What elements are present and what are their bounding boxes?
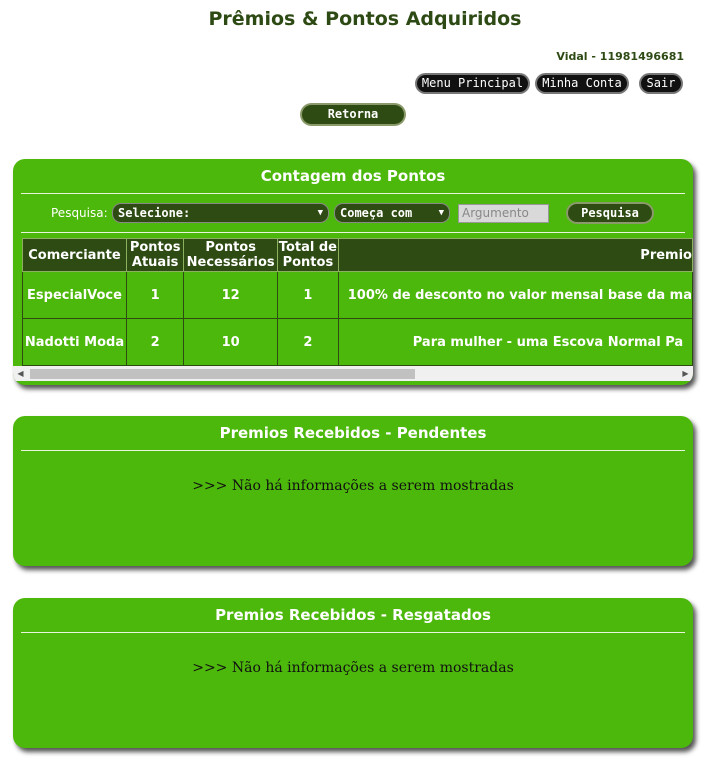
cell-comerciante: EspecialVoce [23, 272, 127, 319]
contagem-title: Contagem dos Pontos [260, 167, 446, 185]
sair-button[interactable]: Sair [641, 75, 681, 92]
cell-premio: Para mulher - uma Escova Normal Pa [338, 319, 692, 366]
chevron-down-icon: ▼ [317, 208, 323, 218]
pendentes-title: Premios Recebidos - Pendentes [219, 424, 487, 442]
resgatados-panel [13, 598, 693, 748]
argument-input[interactable]: Argumento [458, 204, 549, 223]
resgatados-empty-message: >>> Não há informações a serem mostradas [192, 660, 514, 676]
match-select[interactable] [335, 204, 449, 222]
divider [21, 193, 685, 194]
scroll-left-icon[interactable]: ◀ [17, 369, 24, 378]
cell-necessarios: 10 [184, 319, 278, 366]
table-row[interactable] [23, 272, 693, 319]
cell-total: 2 [278, 319, 339, 366]
col-pontos-atuais: Pontos Atuais [126, 239, 183, 272]
cell-comerciante: Nadotti Moda [23, 319, 127, 366]
cell-premio: 100% de desconto no valor mensal base da ma [338, 272, 692, 319]
table-header [23, 239, 693, 272]
cell-necessarios: 12 [184, 272, 278, 319]
scroll-thumb[interactable] [30, 369, 415, 379]
scroll-right-icon[interactable]: ▶ [682, 369, 689, 378]
table-row[interactable] [23, 319, 693, 366]
search-label: Pesquisa: [51, 206, 108, 220]
page-title: Prêmios & Pontos Adquiridos [208, 8, 522, 30]
field-select[interactable] [113, 204, 328, 222]
divider [21, 232, 685, 233]
resgatados-title: Premios Recebidos - Resgatados [215, 606, 491, 624]
cell-atuais: 2 [126, 319, 183, 366]
chevron-down-icon: ▼ [438, 208, 444, 218]
divider [21, 632, 685, 633]
horizontal-scrollbar[interactable] [13, 366, 693, 381]
col-total-pontos: Total de Pontos [278, 240, 337, 270]
cell-atuais: 1 [126, 272, 183, 319]
retorna-button[interactable]: Retorna [302, 105, 404, 124]
match-select-value: Começa com [340, 206, 413, 220]
pendentes-panel [13, 416, 693, 566]
col-premio: Premio [338, 239, 692, 272]
col-pontos-necessarios: Pontos Necessários [184, 239, 278, 272]
cell-total: 1 [278, 272, 339, 319]
contagem-panel [13, 159, 693, 385]
field-select-value: Selecione: [118, 206, 191, 220]
minha-conta-button[interactable]: Minha Conta [537, 75, 627, 92]
pesquisa-button[interactable]: Pesquisa [568, 204, 652, 222]
pendentes-empty-message: >>> Não há informações a serem mostradas [192, 478, 514, 494]
col-comerciante: Comerciante [23, 239, 127, 272]
divider [21, 450, 685, 451]
menu-principal-button[interactable]: Menu Principal [417, 75, 528, 92]
points-table [22, 238, 693, 366]
user-info: Vidal - 11981496681 [556, 50, 684, 63]
